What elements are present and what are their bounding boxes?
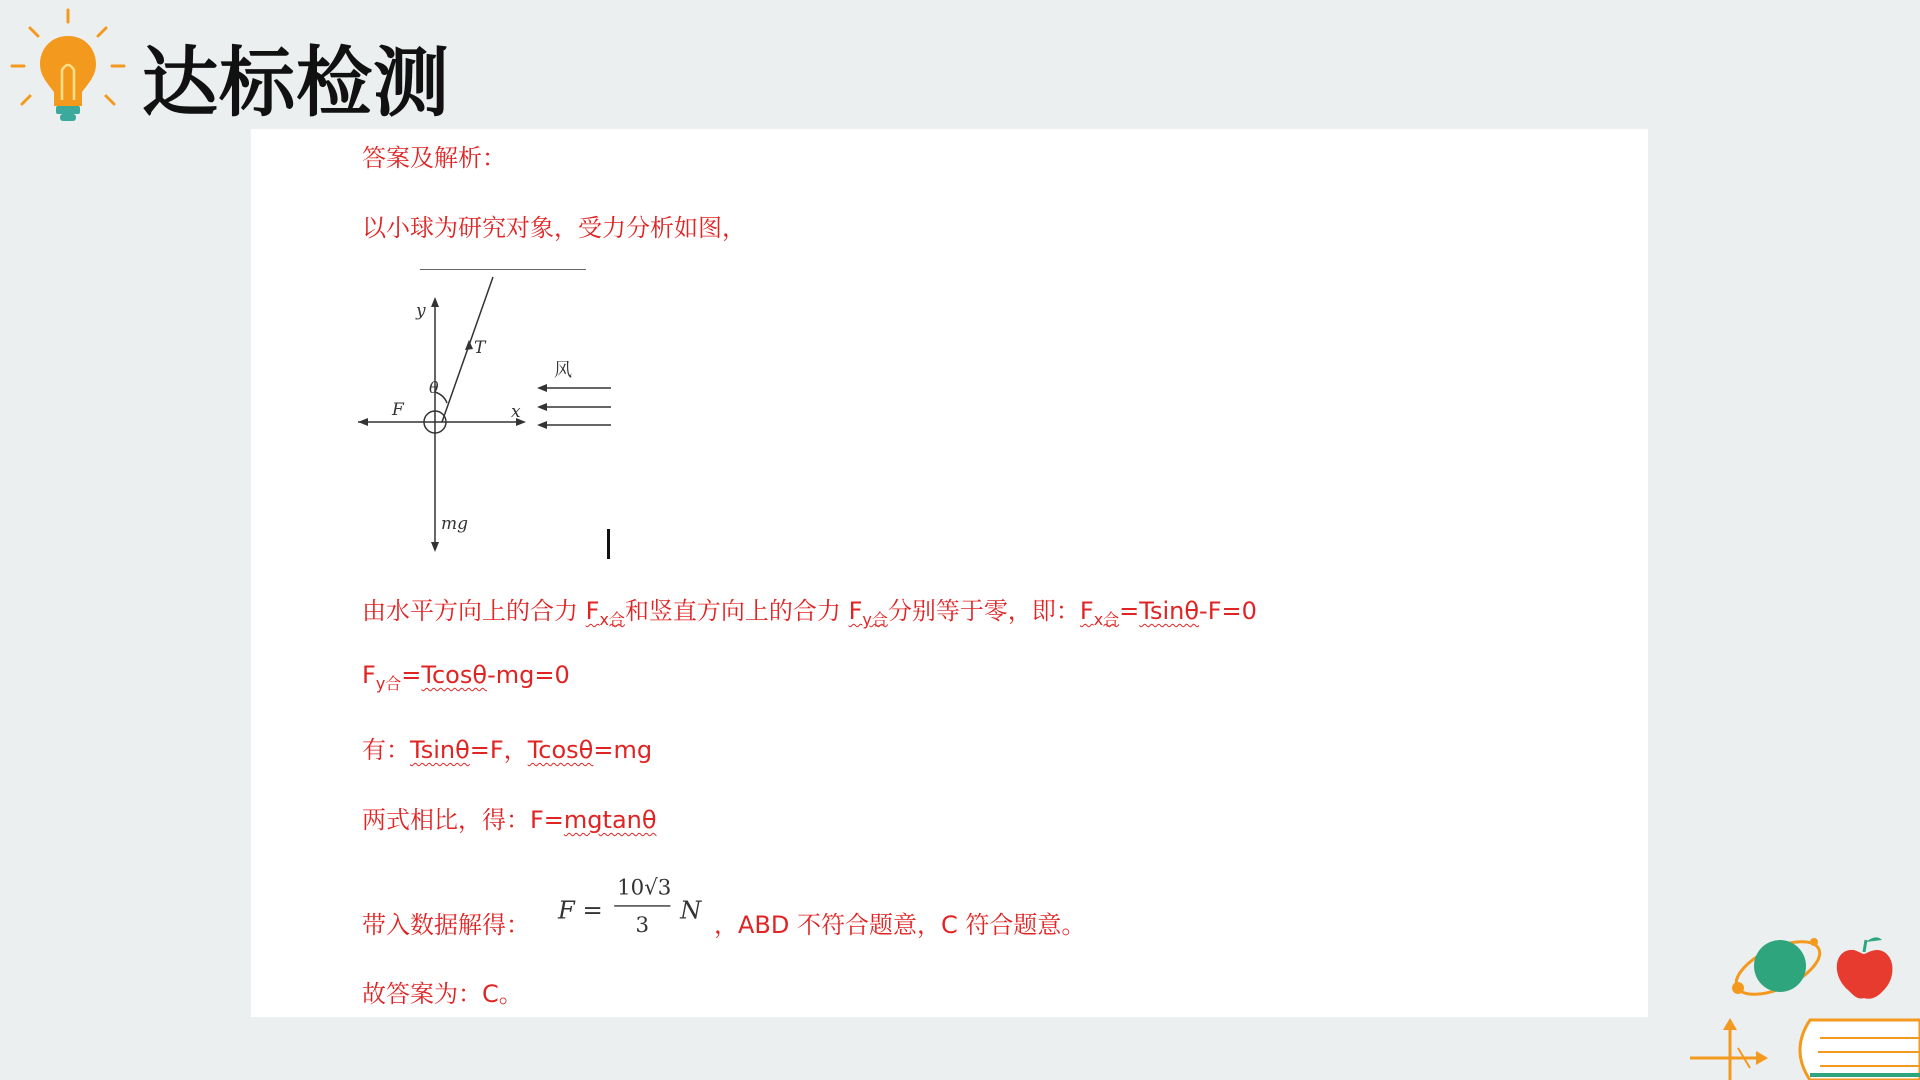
answer-line-7-rest: ，ABD 不符合题意，C 符合题意。 — [714, 911, 1086, 939]
force-f-label: F — [392, 400, 404, 420]
formula-numerator: 10√3 — [617, 875, 672, 901]
formula — [556, 861, 716, 946]
formula-denominator: 3 — [635, 913, 650, 939]
header — [0, 0, 600, 130]
page-title: 达标检测 — [142, 38, 450, 127]
formula-unit: N — [680, 895, 702, 925]
answer-line-7-text: 带入数据解得： — [362, 911, 530, 939]
answer-line-3: 由水平方向上的合力 $F_{x合}$和竖直方向上的合力 $F_{y合}$分别等于零，即：$F_{x合}=Tsin\theta-F=0$ — [362, 597, 1257, 629]
text-cursor — [607, 529, 610, 559]
corner-decoration — [1690, 930, 1920, 1080]
answer-line-4: $F_{y合}=Tcos\theta-mg=0$ — [362, 661, 570, 693]
force-diagram — [356, 269, 616, 599]
tension-label: T — [474, 338, 486, 358]
answer-line-8: 故答案为：C。 — [362, 980, 523, 1008]
formula-lhs: F = — [557, 895, 603, 925]
mg-label: mg — [441, 514, 469, 534]
answer-line-6: 两式相比，得：F=mgtanθ — [362, 806, 657, 834]
answer-panel — [251, 129, 1648, 1017]
answer-line-5: 有：Tsinθ=F，Tcosθ=mg — [362, 736, 653, 764]
theta-label: θ — [429, 378, 439, 397]
y-axis-label: y — [416, 301, 426, 321]
lightbulb-icon — [0, 0, 130, 130]
wind-label: 风 — [554, 360, 572, 381]
x-axis-label: x — [511, 402, 521, 422]
answer-heading: 答案及解析： — [362, 144, 506, 172]
answer-line-1: 以小球为研究对象，受力分析如图， — [362, 214, 746, 242]
